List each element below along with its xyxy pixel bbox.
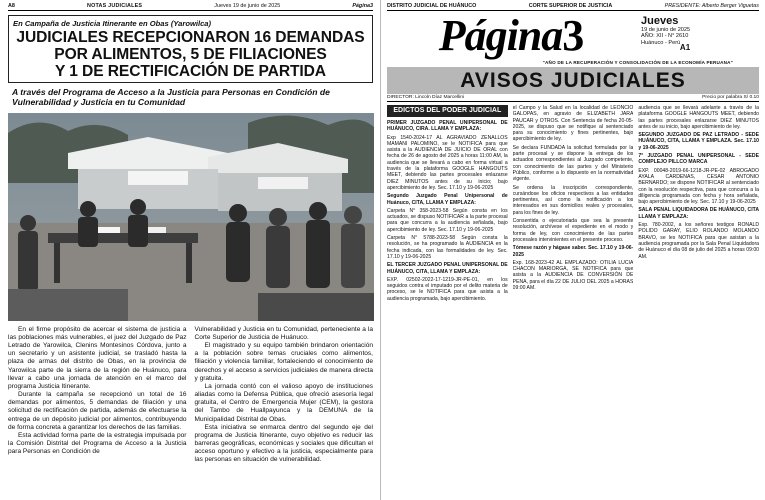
notice-text: EXP. 02502-2022-17-1219-JR-PE-01, en los seguidos contra el imputado por el delito materia de proceso, se le NOTIFICA para que asista a la audiencia programada, bajo apercibimiento. [387,276,508,302]
article-headline [13,29,368,80]
article-photo [8,113,374,321]
notice-text: Exp 1540-2024-17 AL AGRAVIADO ZENALLOS MAMANI PALOMINO, se le NOTIFICA para que asista a la AUDIENCIA DE JUICIO DE ORAL con fecha de 26 de agosto del 2025 a horas 11:00 AM, la audiencia que se llevará a cabo en forma virtual a través de la plataforma GOOGLE HANGOUTS MEET, debiendo las partes procesales enlazarse DIEZ MINUTOS antes de su inicio; bajo apercibimiento de ley. Sec. 17.10 y 19-06-2025 [387,134,508,191]
article-column-1 [8,326,187,465]
article-paragraph: Esta actividad forma parte de la estrategia impulsada por la Comisión Distrital del Programa de Acceso a la Justicia para Personas en Condición de [8,431,187,456]
notices-section-title: EDICTOS DEL PODER JUDICIAL [387,105,508,117]
logo-number: 3 [562,11,584,60]
notice-text: Carpeta N° 5788-2023-58 Según consta la resolución, se ha programado la AUDIENCIA en la fecha indicada, con las formalidades de ley. Sec. 17.10 y 19-06-2025 [387,235,508,260]
article-paragraph: La jornada contó con el valioso apoyo de instituciones aliadas como la Defensa Pública, que ofreció asesoría legal gratuita, el Centro de Emergencia Mujer (CEM), la gestora del Tambo de Huallpayunca y la DEMUNA de la Municipalidad Distrital de Obas. [194,382,373,423]
left-header-brand: Página3 [352,2,373,9]
notices-column-2 [513,105,634,497]
article-headline-box [8,15,373,83]
notice-heading: EL TERCER JUZGADO PENAL UNIPERSONAL DE HUÁNUCO, CITA, LLAMA Y EMPLAZA: [387,262,508,275]
notice-text: Exp. 168-2023-42 AL EMPLAZADO: OTILIA LUCIA CHACON MARIORGA, SE NOTIFICA para que asista a la AUDIENCIA DE CONVERSIÓN DE PENA, para el día 22 DE JULIO DEL 2025 a HORAS 09:00 AM. [512,259,634,292]
year-slogan: "AÑO DE LA RECUPERACIÓN Y CONSOLIDACIÓN DE LA ECONOMÍA PERUANA" [542,60,733,65]
left-running-header [8,2,373,11]
notice-heading: 7° JUZGADO PENAL UNIPERSONAL - SEDE COMPLEJO PILLCO MARCA [638,153,760,166]
notice-text: el Campo y la Salud en la localidad de LEONCIO GALOPAS, en agravio de ELIZABETH JARA PAUCAR y OTROS. Con Sentencia de fecha 20-05-2025, se dispuso que se notifique al sentenciado para su conocimiento y fines pertinentes, bajo apercibimiento de ley. [512,105,634,143]
headline-line-3: Y 1 DE RECTIFICACIÓN DE PARTIDA [55,63,326,80]
notice-text: Carpeta N° 358-2023-58 Según consta en los actuados, se dispuso NOTIFICAR a la parte procesal para que concurra a la audiencia señalada, bajo apercibimiento de ley. Sec. 17.10 y 19-06-2025 [387,207,508,233]
notice-heading: SALA PENAL LIQUIDADORA DE HUÁNUCO, CITA LLAMA Y EMPLAZA: [638,207,760,220]
article-body [8,326,373,465]
article-paragraph: Durante la campaña se recepcionó un total de 16 demandas por alimentos, 5 demandas de filiación y una solicitud de rectificación de partida, además de efectuarse la entrega de un depósito judicial por alimentos, contribuyendo de forma concreta a garantizar los derechos de las familias. [8,391,187,431]
notice-text: EXP. 00048-2019-66-1218-JR-PE-02 ABROGADO AYALA CARDENAS, CESAR ANTONIO BERNARDO; se dispone NOTIFICAR al sentenciado con la resolución respectiva, para que concurra a la diligencia programada con fecha y hora señalada, bajo apercibimiento de ley. Sec. 17.10 y 19-06-2025 [638,167,760,206]
article-paragraph: En el firme propósito de acercar el sistema de justicia a las poblaciones más vulnerables, el juez del Juzgado de Paz Letrado de Yarowilca, Clenins Montesinos Córdova, junto a un secretario y un asistente judicial, se trasladó hasta la plaza de armas del distrito de Obas, en la provincia de Yarowilca parte de la sierra de la región de Huánuco, para llevar a cabo una jornada de atención en el marco del programa Justicia Itinerante. [8,325,187,390]
article-paragraph: El magistrado y su equipo también brindaron orientación a la población sobre temas cruciales como alimentos, filiación y violencia familiar, fortaleciendo el conocimiento de derechos y el acceso a servicios judiciales de manera directa y gratuita. [194,342,373,382]
newspaper-logo [387,13,635,59]
article-column-2 [195,326,374,465]
issue-date: 19 de junio de 2025 [641,27,691,33]
headline-line-1: JUDICIALES RECEPCIONARON 16 DEMANDAS [16,29,365,46]
district-label: DISTRITO JUDICIAL DE HUÁNUCO [387,3,477,9]
director-line [387,94,759,102]
left-section-title: NOTAS JUDICIALES [86,2,143,9]
left-page [0,0,381,500]
left-header-date: Jueves 19 de junio de 2025 [214,2,281,9]
article-kicker: En Campaña de Justicia Itinerante en Obas (Yarowilca) [13,19,212,28]
masthead [387,13,759,63]
notice-heading: SEGUNDO JUZGADO DE PAZ LETRADO - SEDE HUÁNUCO, CITA, LLAMA Y EMPLAZA. Sec. 17.10 y 19-06-2025 [638,132,760,151]
right-page-number: A1 [679,43,691,53]
right-page [381,0,765,500]
notice-text: Se declara FUNDADA la solicitud formulada por la parte procesal y se dispone la entrega de los actuados correspondientes al Juzgado competente, con conocimiento de las partes y del Ministerio Público, conforme a lo dispuesto en la normatividad vigente. [512,144,634,183]
notices-column-1 [387,105,508,497]
notice-text: Se ordena la inscripción correspondiente, cursándose los oficios respectivos a las entidades pertinentes, así como la notificación a los interesados en sus domicilios reales y procesales, para los fines de ley. [512,184,634,216]
article-paragraph: Vulnerabilidad y Justicia en tu Comunidad, perteneciente a la Corte Superior de Justicia de Huánuco. [194,325,373,341]
notice-text: audiencia que se llevará adelante a través de la plataforma GOOGLE HANGOUTS MEET, debiendo las partes procesales enlazarse DIEZ MINUTOS antes de su inicio, bajo apercibimiento de ley. [638,105,760,130]
director-label: DIRECTOR: Lincoln Díaz Marcellini [387,95,465,100]
issue-date-block [635,13,690,52]
article-paragraph: Esta iniciativa se enmarca dentro del segundo eje del programa de Justicia Itinerante, cuyo objetivo es reducir las barreras geográficas, económicas y sociales que dificultan el acceso oportuno y efectivo a la justicia, especialmente para las personas en situación de vulnerabilidad. [194,423,373,464]
president-label: PRESIDENTE: Alberto Berger Viguetas [664,3,759,9]
notice-text: Tómese razón y hágase saber. Sec. 17.10 y 19-06-2025 [512,245,634,258]
right-top-bar [387,2,759,11]
notice-heading: Segundo Juzgado Penal Unipersonal de Huánuco, CITA, LLAMA Y EMPLAZA: [387,193,508,206]
logo-word: Página [438,11,563,60]
left-page-number: A8 [8,2,15,9]
notices-column-3 [638,105,759,497]
headline-line-2: POR ALIMENTOS, 5 DE FILIACIONES [54,46,327,63]
notices-area [387,105,759,497]
section-banner [387,67,759,94]
section-banner-title: AVISOS JUDICIALES [460,68,686,92]
photo-illustration [8,113,374,321]
article-subhead: A través del Programa de Acceso a la Justicia para Personas en Condición de Vulnerabilidad y Justicia en tu Comunidad [12,87,330,108]
issue-day: Jueves [641,15,679,27]
notice-heading: PRIMER JUZGADO PENAL UNIPERSONAL DE HUÁNUCO, CIRA. LLAMA Y EMPLAZA: [387,120,508,133]
issue-number: AÑO: XII - N° 2610 [641,33,689,40]
court-label: CORTE SUPERIOR DE JUSTICIA [528,3,613,9]
notice-text: Exp. 780-2002, a los señores testigos RONALD POLIDO GARAY, ELIO ROLANDO MOLANDO BRAVO, se les NOTIFICA para que asistan a la audiencia programada por la Sala Penal Liquidadora de Huánuco el día 08 de julio del 2025 a horas 09:00 AM. [638,222,760,260]
issue-city: Huánuco - Perú [641,39,681,46]
notice-text: Consentida o ejecutoriada que sea la presente resolución, archívese el expediente en el modo y forma de ley, con conocimiento de las partes procesales intervinientes en el presente proceso. [512,218,634,243]
price-label: Precio por palabra S/ 0.10 [702,95,759,100]
